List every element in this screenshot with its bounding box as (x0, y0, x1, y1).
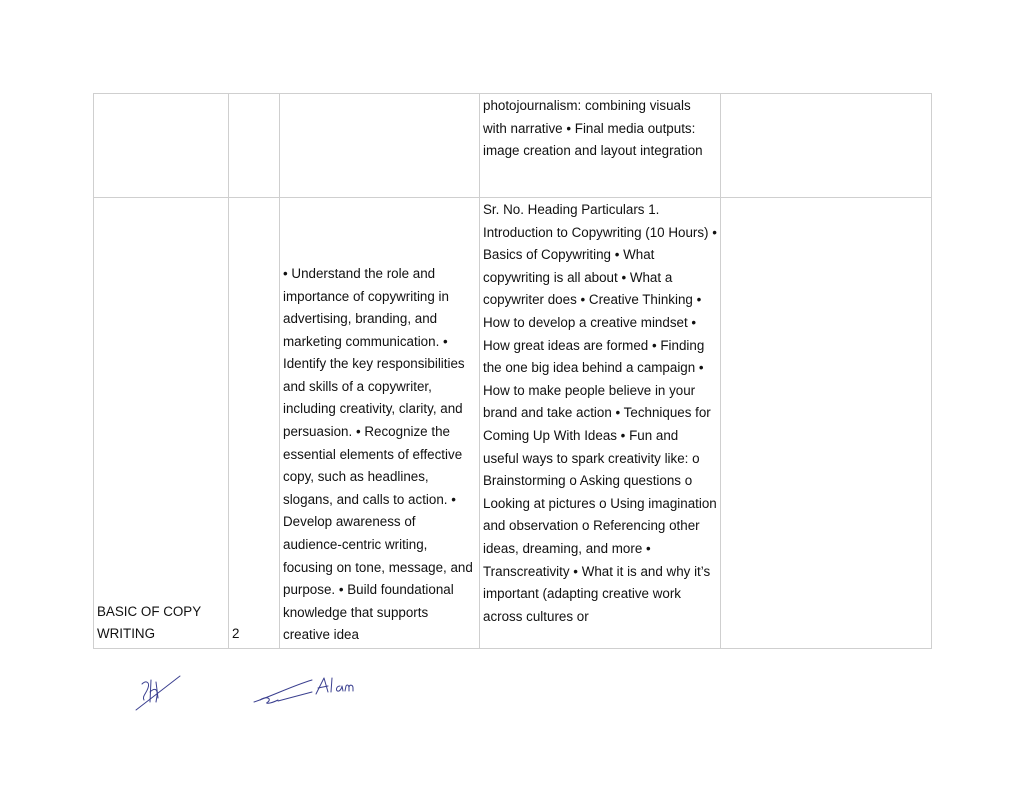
remarks-cell (721, 198, 932, 649)
credits-cell (229, 94, 280, 198)
outcomes-cell (280, 94, 480, 198)
signature-2 (252, 674, 358, 706)
content-cell: photojournalism: combining visuals with narrative • Final media outputs: image creation and layout integration (480, 94, 721, 198)
remarks-cell (721, 94, 932, 198)
syllabus-table (93, 93, 932, 649)
table-row (94, 94, 932, 198)
credits-cell: 2 (229, 198, 280, 649)
course-cell: BASIC OF COPY WRITING (94, 198, 229, 649)
outcomes-cell: • Understand the role and importance of copywriting in advertising, branding, and marketing communication. • Identify the key responsibilities and skills of a copywriter, including creativity, clarity, and persuasion. • Recognize the essential elements of effective copy, such as headlines, slogans, and calls to action. • Develop awareness of audience-centric writing, focusing on tone, message, and purpose. • Build foundational knowledge that supports creative idea (280, 198, 480, 649)
table-row (94, 198, 932, 649)
content-cell: Sr. No. Heading Particulars 1. Introduction to Copywriting (10 Hours) • Basics of Copywriting • What copywriting is all about • What a copywriter does • Creative Thinking • How to develop a creative mindset • How great ideas are formed • Finding the one big idea behind a campaign • How to make people believe in your brand and take action • Techniques for Coming Up With Ideas • Fun and useful ways to spark creativity like: o Brainstorming o Asking questions o Looking at pictures o Using imagination and observation o Referencing other ideas, dreaming, and more • Transcreativity • What it is and why it’s important (adapting creative work across cultures or (480, 198, 721, 649)
signature-1 (132, 672, 188, 714)
course-cell (94, 94, 229, 198)
